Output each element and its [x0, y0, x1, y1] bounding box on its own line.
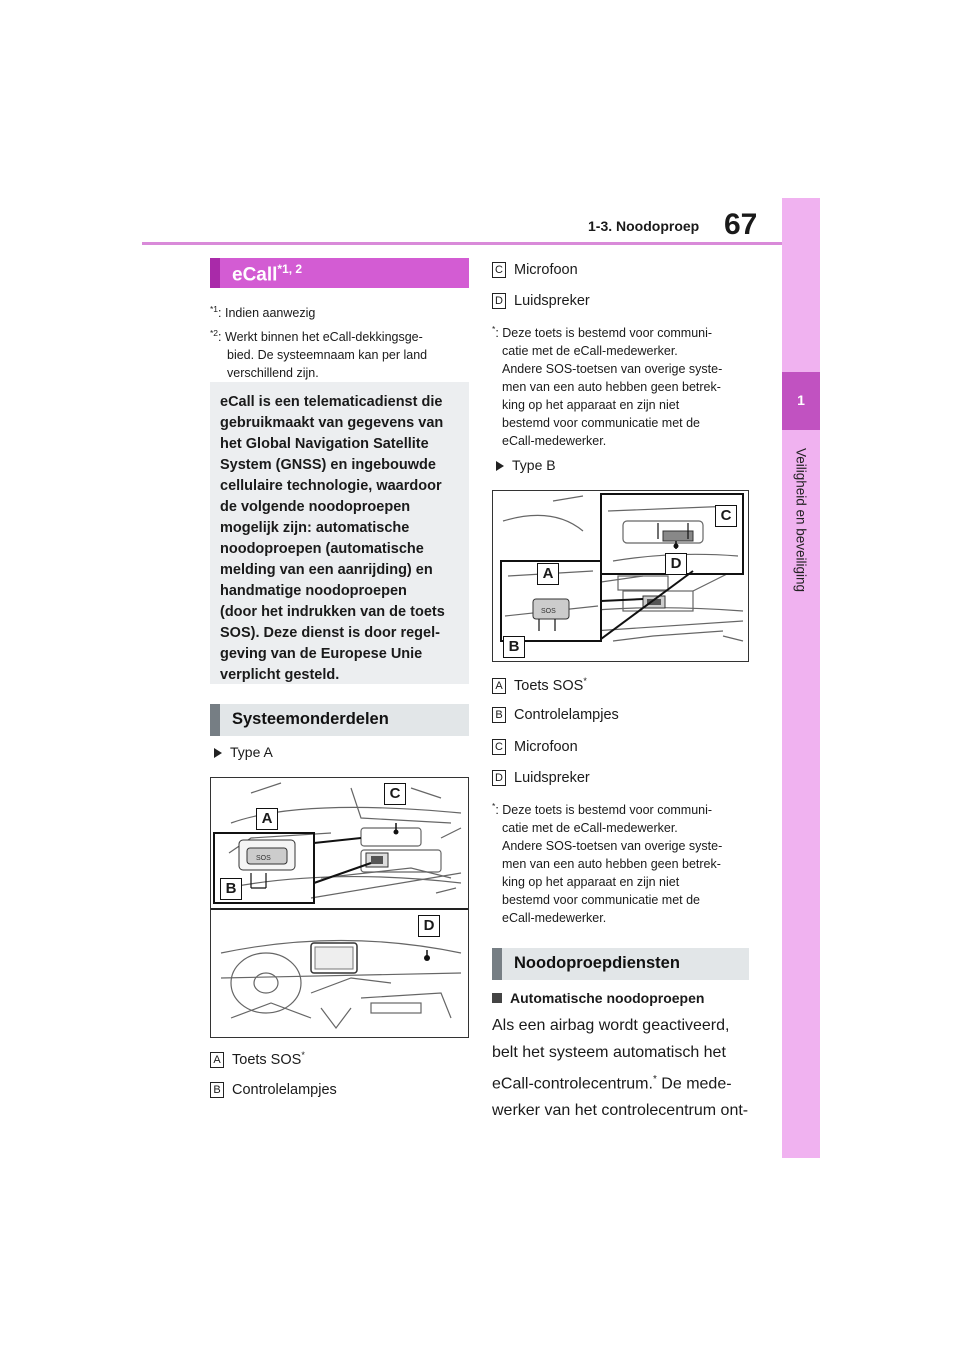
callout-d: D — [418, 915, 440, 937]
footnote-type-b: *: Deze toets is bestemd voor communi- catie met de eCall-medewerker. Andere SOS-toetsen van overige syste- men van een auto hebben geen betrek- king op het apparaat en zijn niet bestemd voor communicatie met de eCall-medewerker. — [492, 801, 723, 926]
components-heading: Systeemonderdelen — [210, 704, 469, 736]
legend-c-right: C Microfoon — [492, 739, 578, 755]
legend-a-right: A Toets SOS* — [492, 676, 587, 694]
info-line: (door het indrukken van de toets — [220, 604, 445, 620]
callout-a: A — [256, 808, 278, 830]
info-line: mogelijk zijn: automatische — [220, 520, 410, 536]
ecall-heading — [210, 258, 469, 288]
auto-calls-heading: Automatische noodoproepen — [492, 990, 704, 1006]
footnote-2-cont-2: verschillend zijn. — [227, 366, 319, 381]
ecall-heading-sup: *1, 2 — [277, 262, 303, 276]
legend-c-right-a: C Microfoon — [492, 262, 578, 278]
info-line: eCall is een telematicadienst die — [220, 394, 443, 410]
chapter-title: Veiligheid en beveiliging — [793, 447, 809, 593]
auto-calls-body: Als een airbag wordt geactiveerd, belt het systeem automatisch het eCall-controlecentrum.* De mede- werker van het controlecentrum ont- — [492, 1017, 749, 1120]
info-line: gebruikmaakt van gegevens van — [220, 415, 444, 431]
sos-button-label: SOS — [256, 855, 271, 862]
section-title: 1-3. Noodoproep — [588, 218, 700, 234]
info-line: de volgende noodoproepen — [220, 499, 411, 515]
type-a-label: Type A — [214, 744, 273, 760]
callout-c: C — [715, 505, 737, 527]
info-line: SOS). Deze dienst is door regel- — [220, 625, 440, 641]
info-line: cellulaire technologie, waardoor — [220, 478, 442, 494]
ecall-heading-title: eCall — [232, 264, 278, 286]
figure-type-a — [210, 777, 469, 1038]
info-line: geving van de Europese Unie — [220, 646, 423, 662]
legend-d-right: D Luidspreker — [492, 770, 590, 786]
info-line: noodoproepen (automatische — [220, 541, 424, 557]
triangle-bullet-icon — [214, 748, 222, 758]
info-line: melding van een aanrijding) en — [220, 562, 433, 578]
info-line: System (GNSS) en ingebouwde — [220, 457, 436, 473]
callout-b: B — [503, 636, 525, 658]
legend-b-left: B Controlelampjes — [210, 1082, 337, 1098]
callout-b: B — [220, 878, 242, 900]
footnote-2-cont-1: bied. De systeemnaam kan per land — [227, 348, 428, 363]
callout-c: C — [384, 783, 406, 805]
footnote-2: $^{*2}$: Werkt binnen het eCall-dekkingsge- — [210, 328, 423, 345]
square-bullet-icon — [492, 993, 502, 1003]
footnotes-left — [210, 300, 470, 382]
chapter-side-tab — [782, 198, 820, 1158]
info-line: het Global Navigation Satellite — [220, 436, 429, 452]
intro-info-box — [210, 382, 469, 684]
info-line: verplicht gesteld. — [220, 667, 340, 683]
sos-button-label: SOS — [541, 608, 556, 615]
info-line: handmatige noodoproepen — [220, 583, 407, 599]
footnote-type-a: *: Deze toets is bestemd voor communi- catie met de eCall-medewerker. Andere SOS-toetsen van overige syste- men van een auto hebben geen betrek- king op het apparaat en zijn niet bestemd voor communicatie met de eCall-medewerker. — [492, 324, 723, 449]
callout-d: D — [665, 553, 687, 575]
services-heading: Noodoproepdiensten — [492, 948, 749, 980]
legend-d-right-a: D Luidspreker — [492, 293, 590, 309]
header-rule — [142, 242, 782, 245]
footnote-1: $^{*1}$: Indien aanwezig — [210, 304, 316, 321]
type-a-illustration — [211, 778, 468, 1037]
type-b-label: Type B — [496, 457, 556, 473]
type-b-illustration — [493, 491, 748, 661]
legend-b-right: B Controlelampjes — [492, 707, 619, 723]
figure-type-b — [492, 490, 749, 662]
chapter-number: 1 — [797, 392, 805, 408]
triangle-bullet-icon — [496, 461, 504, 471]
page-number: 67 — [724, 208, 758, 241]
legend-a-left: A Toets SOS* — [210, 1050, 305, 1068]
callout-a: A — [537, 563, 559, 585]
